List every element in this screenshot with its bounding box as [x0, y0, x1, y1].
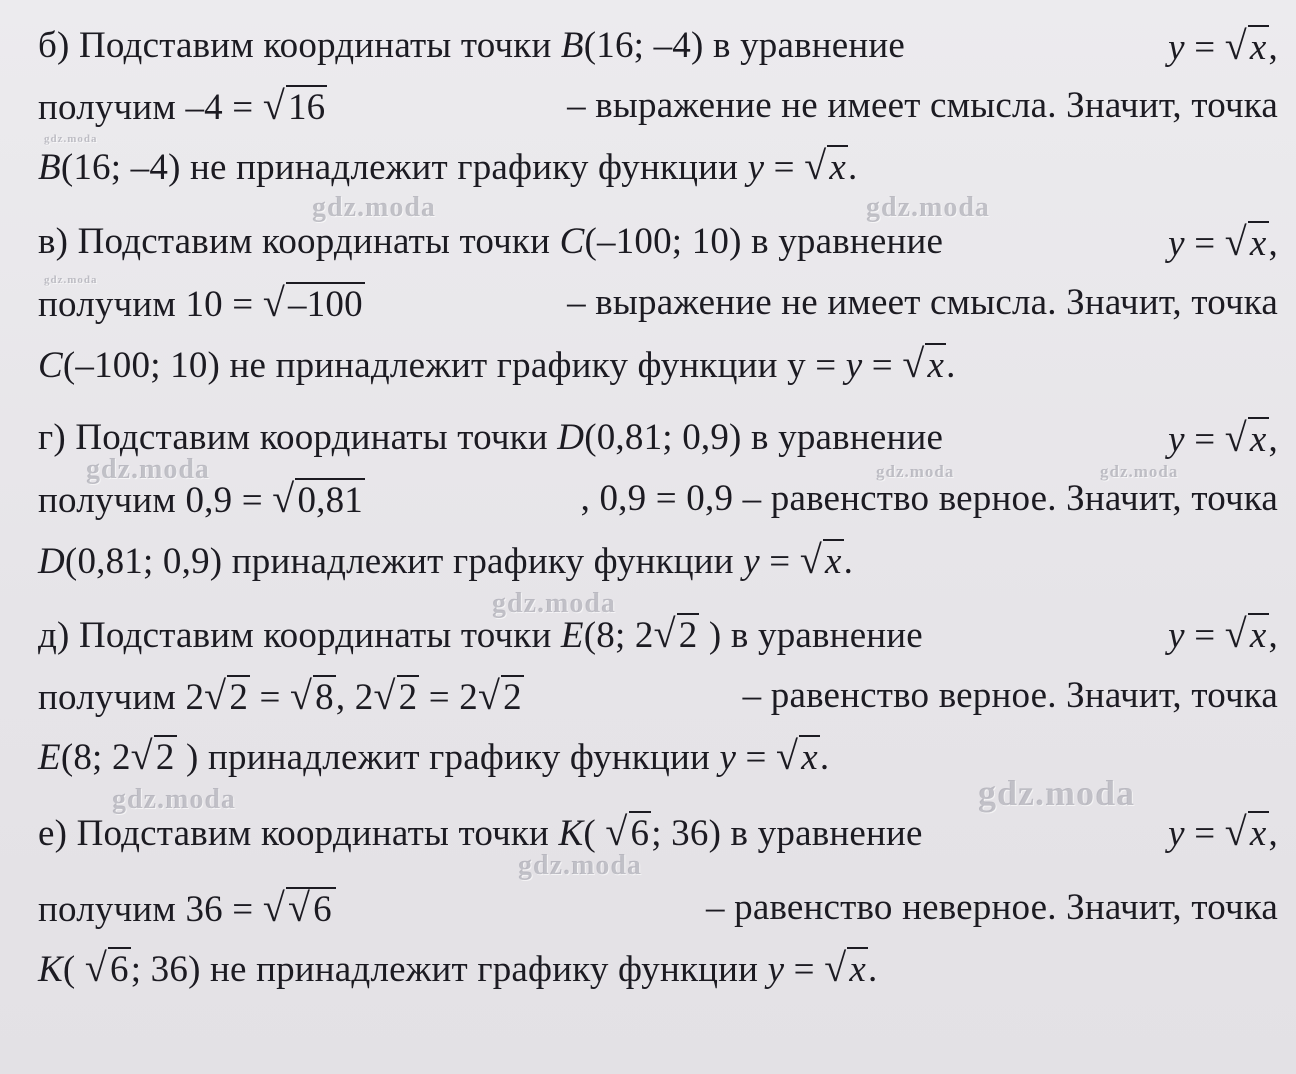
para-d-line-2: [38, 674, 1278, 720]
radicand: x: [801, 737, 818, 778]
text: .: [847, 147, 858, 188]
radical-sign: √: [653, 611, 676, 656]
radicand: 2: [155, 737, 175, 778]
point-label: B: [560, 25, 584, 66]
radical-sign: √: [130, 733, 153, 778]
sqrt: [1225, 220, 1269, 266]
radicand: x: [1249, 813, 1267, 854]
text: –4 =: [185, 87, 263, 128]
radical-sign: √: [84, 945, 108, 990]
point-label: E: [560, 615, 584, 656]
point-label: K: [558, 813, 584, 854]
radicand: [286, 887, 336, 930]
sqrt: [272, 477, 365, 523]
radicand: x: [829, 147, 846, 188]
text: .: [819, 737, 830, 778]
sqrt: [263, 886, 336, 932]
watermark: gdz.moda: [44, 133, 98, 145]
text: – равенство неверное. Значит, точка: [705, 887, 1278, 928]
radicand: x: [1249, 27, 1267, 68]
watermark: gdz.moda: [44, 274, 98, 286]
text: (: [62, 949, 85, 990]
var-y: y: [845, 345, 863, 386]
radicand: x: [1249, 419, 1267, 460]
text: получим 0,9 =: [38, 480, 273, 521]
radical-sign: √: [262, 280, 285, 325]
text: б) Подставим координаты точки: [38, 25, 561, 66]
sqrt: [290, 674, 336, 720]
radical-sign: √: [373, 673, 396, 718]
equation: [1168, 612, 1278, 658]
equation: [1168, 810, 1278, 856]
text: (8; 2: [60, 737, 131, 778]
sqrt: [263, 281, 365, 327]
radical-sign: √: [1224, 611, 1247, 656]
radical-sign: √: [262, 83, 285, 128]
var-y: y: [1168, 27, 1185, 68]
text: (8; 2: [583, 615, 654, 656]
text: (0,81; 0,9) принадлежит графику функции: [64, 541, 744, 582]
sqrt: [824, 946, 868, 992]
watermark: gdz.moda: [312, 192, 436, 223]
radical-sign: √: [799, 537, 822, 582]
radicand: 6: [313, 889, 332, 930]
sqrt: [1225, 416, 1269, 462]
watermark: gdz.moda: [1100, 462, 1179, 481]
text: ) в уравнение: [699, 615, 923, 656]
radicand: x: [1249, 615, 1267, 656]
text: (–100; 10) в уравнение: [584, 221, 944, 262]
text: е) Подставим координаты точки: [38, 813, 559, 854]
text: =: [736, 737, 777, 778]
radicand: x: [927, 345, 945, 386]
text: =: [250, 677, 290, 718]
sqrt: [776, 734, 820, 780]
para-v-line-1: [38, 220, 1278, 266]
sqrt: [1225, 810, 1269, 856]
text: , 2: [335, 677, 374, 718]
radical-sign: √: [477, 673, 501, 718]
radical-sign: √: [1224, 23, 1247, 68]
equation: [1168, 24, 1278, 70]
watermark: gdz.moda: [492, 588, 616, 619]
text: .: [867, 949, 878, 990]
radical-sign: √: [1224, 809, 1247, 854]
sqrt: [804, 144, 848, 190]
sqrt: [1225, 612, 1269, 658]
sqrt: [902, 342, 946, 388]
text: получим 36 =: [38, 889, 263, 930]
para-e-line-1: [38, 810, 1278, 856]
text: = 2: [419, 677, 478, 718]
text: ,: [1268, 615, 1278, 656]
watermark: gdz.moda: [866, 192, 990, 223]
text: , 0,9 = 0,9 – равенство верное. Значит, точка: [580, 478, 1278, 519]
radicand: 8: [315, 677, 334, 718]
text: =: [1184, 813, 1225, 854]
point-label: C: [559, 221, 585, 262]
var-y: y: [743, 541, 760, 582]
text: – выражение не имеет смысла. Значит, точка: [567, 85, 1278, 126]
text: =: [784, 949, 825, 990]
radicand: 2: [503, 677, 522, 718]
text: получим 2: [38, 677, 205, 718]
text: ,: [1268, 419, 1278, 460]
text: г) Подставим координаты точки: [38, 417, 558, 458]
radical-sign: √: [605, 809, 628, 854]
text: =: [764, 147, 805, 188]
para-b-line-1: [38, 24, 1278, 70]
text: (–100; 10) не принадлежит графику функции у =: [62, 345, 846, 386]
radical-sign: √: [776, 733, 799, 778]
radical-sign: √: [289, 673, 313, 718]
radical-sign: √: [287, 885, 311, 930]
radicand: 2: [678, 615, 698, 656]
text: =: [1184, 223, 1225, 264]
point-label: K: [38, 949, 63, 990]
var-y: y: [1168, 223, 1185, 264]
text: получим: [38, 87, 186, 128]
var-y: y: [719, 737, 737, 778]
sqrt: [478, 674, 524, 720]
radicand: 0,81: [297, 480, 363, 521]
radicand: 2: [229, 677, 249, 718]
text: ,: [1268, 27, 1278, 68]
point-label: D: [557, 417, 585, 458]
text: =: [862, 345, 903, 386]
para-b-line-3: [38, 144, 1278, 190]
para-e-line-3: [38, 946, 1278, 992]
var-y: y: [747, 147, 765, 188]
sqrt: [373, 674, 419, 720]
radicand: x: [1249, 223, 1267, 264]
radicand: x: [824, 541, 842, 582]
radicand: 6: [110, 949, 129, 990]
point-label: E: [38, 737, 61, 778]
para-g-line-1: [38, 416, 1278, 462]
equation: [1168, 220, 1278, 266]
sqrt: [800, 538, 844, 584]
sqrt: [85, 946, 131, 992]
watermark: gdz.moda: [876, 462, 955, 481]
text: (16; –4) в уравнение: [583, 25, 906, 66]
sqrt: [1225, 24, 1269, 70]
equation: [1168, 416, 1278, 462]
point-label: D: [38, 541, 65, 582]
radical-sign: √: [1224, 219, 1247, 264]
para-d-line-1: [38, 612, 1278, 658]
para-g-line-2: [38, 477, 1278, 523]
text: д) Подставим координаты точки: [38, 615, 561, 656]
text: .: [946, 345, 956, 386]
radical-sign: √: [204, 673, 227, 718]
para-e-line-2: [38, 886, 1278, 932]
var-y: y: [1168, 419, 1185, 460]
sqrt: [204, 674, 250, 720]
radical-sign: √: [262, 885, 285, 930]
watermark: gdz.moda: [112, 784, 236, 815]
text: =: [1184, 615, 1225, 656]
sqrt: [263, 84, 328, 130]
var-y: y: [767, 949, 785, 990]
radical-sign: √: [804, 143, 827, 188]
text: (0,81; 0,9) в уравнение: [584, 417, 944, 458]
radicand: 2: [398, 677, 418, 718]
text: ; 36) не принадлежит графику функции: [130, 949, 768, 990]
radicand: –100: [287, 284, 363, 325]
radical-sign: √: [902, 341, 925, 386]
var-y: y: [1168, 615, 1185, 656]
para-v-line-2: [38, 281, 1278, 327]
radical-sign: √: [824, 945, 847, 990]
para-v-line-3: [38, 342, 1278, 388]
text: (16; –4) не принадлежит графику функции: [60, 147, 748, 188]
text: в) Подставим координаты точки: [38, 221, 560, 262]
text: получим 10 =: [38, 284, 263, 325]
sqrt: [288, 886, 334, 932]
radical-sign: √: [272, 476, 295, 521]
radicand: 16: [287, 87, 326, 128]
text: ,: [1268, 813, 1278, 854]
text: =: [759, 541, 800, 582]
text: =: [1184, 27, 1225, 68]
para-g-line-3: [38, 538, 1278, 584]
sqrt: [131, 734, 177, 780]
radicand: x: [849, 949, 866, 990]
radicand: 6: [630, 813, 650, 854]
text: ,: [1268, 223, 1278, 264]
text: .: [843, 541, 854, 582]
text: ; 36) в уравнение: [651, 813, 923, 854]
watermark: gdz.moda: [518, 850, 642, 881]
text: =: [1184, 419, 1225, 460]
watermark: gdz.moda: [86, 454, 210, 485]
text: ) принадлежит графику функции: [176, 737, 720, 778]
sqrt: [654, 612, 700, 658]
text: – выражение не имеет смысла. Значит, точка: [567, 282, 1278, 323]
para-b-line-2: [38, 84, 1278, 130]
radical-sign: √: [1224, 415, 1247, 460]
watermark: gdz.moda: [978, 773, 1136, 813]
point-label: B: [38, 147, 61, 188]
text: – равенство верное. Значит, точка: [742, 675, 1278, 716]
point-label: C: [38, 345, 63, 386]
var-y: y: [1168, 813, 1185, 854]
text: (: [583, 813, 606, 854]
